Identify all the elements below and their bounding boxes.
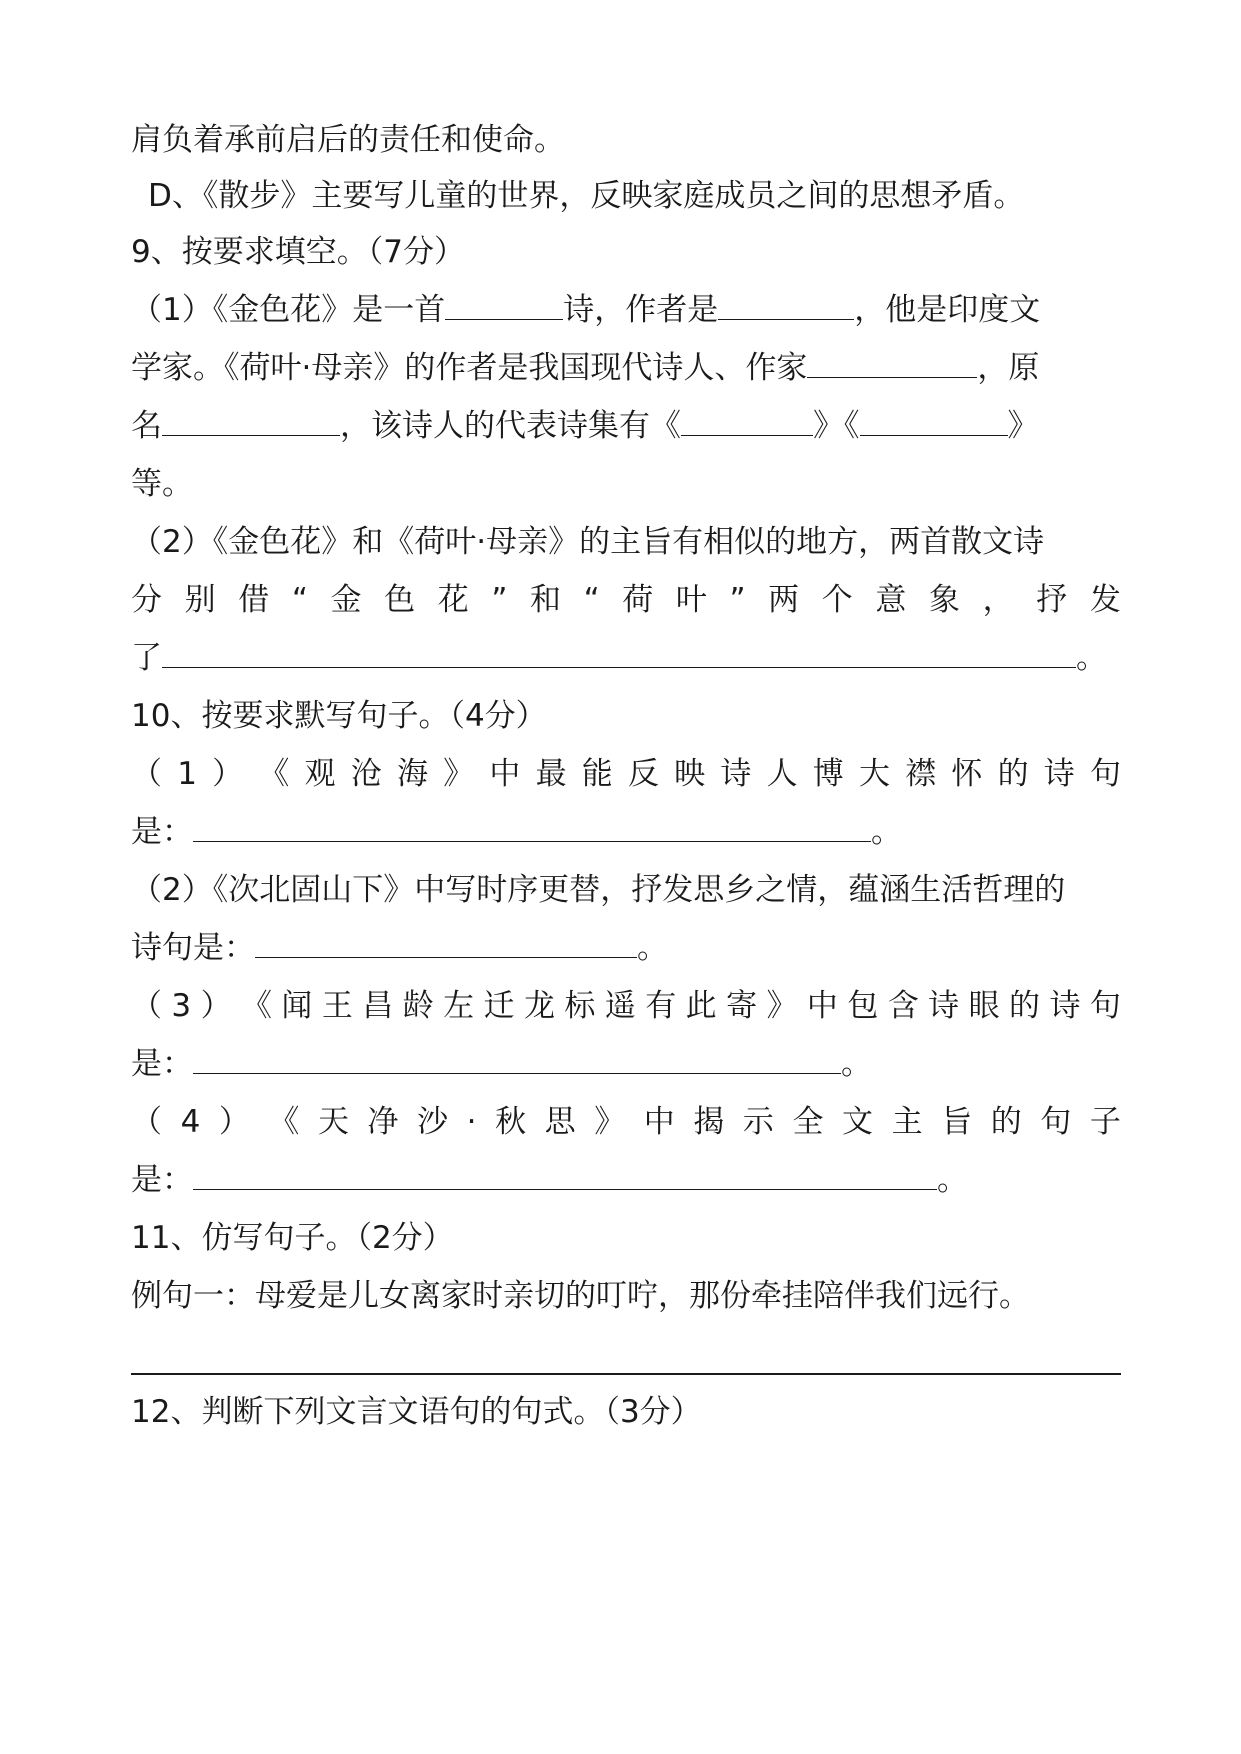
char: 《 [268, 1104, 300, 1140]
answer-line[interactable] [131, 1373, 1121, 1375]
char: 示 [742, 1104, 774, 1140]
char: 大 [858, 756, 890, 792]
answer-blank[interactable] [193, 811, 871, 842]
text: D、《散步》主要写儿童的世界，反映家庭成员之间的思想矛盾。 [148, 178, 1025, 214]
answer-blank[interactable] [681, 405, 813, 436]
char: 》 [443, 756, 475, 792]
text: 肩负着承前启后的责任和使命。 [131, 122, 565, 158]
text: 。 [871, 814, 902, 850]
char: 净 [367, 1104, 399, 1140]
text: ，原 [977, 350, 1040, 386]
q10-part4-line1 [131, 1100, 1121, 1144]
text: 12、判断下列文言文语句的句式。（3分） [131, 1394, 702, 1430]
char: 》 [766, 988, 798, 1024]
char: “ [291, 582, 308, 618]
char: 中 [489, 756, 521, 792]
text: 等。 [131, 466, 193, 502]
q10-part3-line1 [131, 984, 1121, 1028]
question-9-title [131, 230, 1121, 274]
char: ） [212, 756, 244, 792]
answer-blank[interactable] [860, 405, 1008, 436]
char: 子 [1089, 1104, 1121, 1140]
answer-blank[interactable] [807, 347, 977, 378]
char: 标 [564, 988, 596, 1024]
answer-blank[interactable] [445, 289, 563, 320]
char: （ [131, 1104, 162, 1140]
char: 沙 [417, 1104, 449, 1140]
q11-example [131, 1274, 1121, 1318]
char: 句 [1090, 756, 1121, 792]
char: 映 [674, 756, 706, 792]
text: 10、按要求默写句子。（4分） [131, 698, 547, 734]
char: 意 [875, 582, 907, 618]
char: 金 [330, 582, 362, 618]
char: 眼 [968, 988, 1000, 1024]
q9-part2-line3 [131, 636, 1121, 680]
q9-part1-line3 [131, 404, 1121, 448]
char: 中 [643, 1104, 675, 1140]
text: 了 [131, 640, 162, 676]
text: 是： [131, 814, 193, 850]
text: 。 [637, 930, 668, 966]
char: 文 [842, 1104, 874, 1140]
char: 4 [180, 1104, 201, 1140]
char: 天 [317, 1104, 349, 1140]
q9-part2-line2 [131, 578, 1121, 622]
char: ） [218, 1104, 250, 1140]
char: 王 [321, 988, 353, 1024]
char: “ [583, 582, 600, 618]
char: 《 [241, 988, 272, 1024]
char: 全 [792, 1104, 824, 1140]
char: 中 [806, 988, 838, 1024]
q10-part1-line2 [131, 810, 1121, 854]
q10-part3-line2 [131, 1042, 1121, 1086]
answer-blank[interactable] [162, 405, 340, 436]
text: 。 [937, 1162, 968, 1198]
char: 个 [821, 582, 853, 618]
question-11-title [131, 1216, 1121, 1260]
text: （2）《次北固山下》中写时序更替，抒发思乡之情，蕴涵生活哲理的 [131, 872, 1066, 908]
char: 昌 [362, 988, 394, 1024]
text: 诗句是： [131, 930, 255, 966]
q9-part2-line1 [131, 520, 1121, 564]
text: ，该诗人的代表诗集有《 [340, 408, 681, 444]
char: 龙 [523, 988, 555, 1024]
char: 抒 [1036, 582, 1068, 618]
char: （ [131, 988, 162, 1024]
char: 荷 [622, 582, 654, 618]
char: 迁 [483, 988, 515, 1024]
char: 的 [990, 1104, 1022, 1140]
q9-part1-line2 [131, 346, 1121, 390]
char: 沧 [350, 756, 382, 792]
text: 例句一：母爱是儿女离家时亲切的叮咛，那份牵挂陪伴我们远行。 [131, 1278, 1030, 1314]
text: 学家。《荷叶·母亲》的作者是我国现代诗人、作家 [131, 350, 808, 386]
char: 诗 [928, 988, 960, 1024]
char: 两 [768, 582, 800, 618]
char: ） [200, 988, 232, 1024]
char: 有 [645, 988, 677, 1024]
q10-part2-line2 [131, 926, 1121, 970]
text: 。 [1076, 640, 1107, 676]
char: 花 [437, 582, 469, 618]
char: 思 [544, 1104, 576, 1140]
char: 叶 [675, 582, 707, 618]
q9-part1-line1 [131, 288, 1121, 332]
question-12-title [131, 1390, 1121, 1434]
char: 和 [530, 582, 561, 618]
char: 左 [443, 988, 475, 1024]
char: 象 [929, 582, 960, 618]
char: 诗 [1049, 988, 1081, 1024]
text: （2）《金色花》和《荷叶·母亲》的主旨有相似的地方，两首散文诗 [131, 524, 1045, 560]
text-line [131, 118, 1121, 162]
char: 人 [766, 756, 798, 792]
text: 是： [131, 1162, 193, 1198]
text-line [131, 462, 1121, 506]
char: 博 [812, 756, 844, 792]
char: 秋 [495, 1104, 527, 1140]
text: 。 [841, 1046, 872, 1082]
char: 龄 [402, 988, 434, 1024]
char: 借 [238, 582, 270, 618]
text: 名 [131, 408, 162, 444]
char: 最 [535, 756, 567, 792]
text: 》《 [813, 408, 860, 444]
q10-part1-line1 [131, 752, 1121, 796]
answer-blank[interactable] [255, 927, 637, 958]
char: 的 [1009, 988, 1041, 1024]
answer-blank[interactable] [162, 637, 1076, 668]
char: 3 [171, 988, 192, 1024]
char: 》 [594, 1104, 626, 1140]
char: 怀 [951, 756, 983, 792]
char: · [466, 1104, 477, 1140]
char: 1 [177, 756, 197, 792]
char: 诗 [1043, 756, 1075, 792]
char: 海 [396, 756, 428, 792]
char: 包 [847, 988, 879, 1024]
char: 闻 [281, 988, 313, 1024]
char: ” [491, 582, 508, 618]
char: 旨 [941, 1104, 973, 1140]
char: 寄 [726, 988, 758, 1024]
text: 是： [131, 1046, 193, 1082]
char: 襟 [905, 756, 937, 792]
char: 能 [581, 756, 613, 792]
answer-blank[interactable] [193, 1159, 937, 1190]
question-10-title [131, 694, 1121, 738]
char: 反 [627, 756, 659, 792]
char: 此 [685, 988, 717, 1024]
char: 发 [1089, 582, 1121, 618]
char: 的 [997, 756, 1029, 792]
char: 揭 [693, 1104, 725, 1140]
char: 诗 [720, 756, 752, 792]
text: ，他是印度文 [854, 292, 1041, 328]
text: 9、按要求填空。（7分） [131, 234, 465, 270]
char: 色 [384, 582, 416, 618]
answer-blank[interactable] [193, 1043, 841, 1074]
text: 》 [1007, 408, 1039, 444]
q10-part4-line2 [131, 1158, 1121, 1202]
text: （1）《金色花》是一首 [131, 292, 446, 328]
char: 含 [887, 988, 919, 1024]
char: 《 [258, 756, 290, 792]
text: 诗，作者是 [563, 292, 719, 328]
answer-blank[interactable] [718, 289, 854, 320]
char: 句 [1089, 988, 1121, 1024]
char: ” [729, 582, 746, 618]
q10-part2-line1 [131, 868, 1121, 912]
char: 观 [304, 756, 336, 792]
text: 11、仿写句子。（2分） [131, 1220, 454, 1256]
char: 分 [131, 582, 162, 618]
char: 别 [184, 582, 216, 618]
char: ， [982, 582, 1014, 618]
char: 主 [891, 1104, 923, 1140]
char: 句 [1040, 1104, 1072, 1140]
char: （ [131, 756, 162, 792]
char: 遥 [604, 988, 636, 1024]
option-d [148, 174, 1138, 218]
